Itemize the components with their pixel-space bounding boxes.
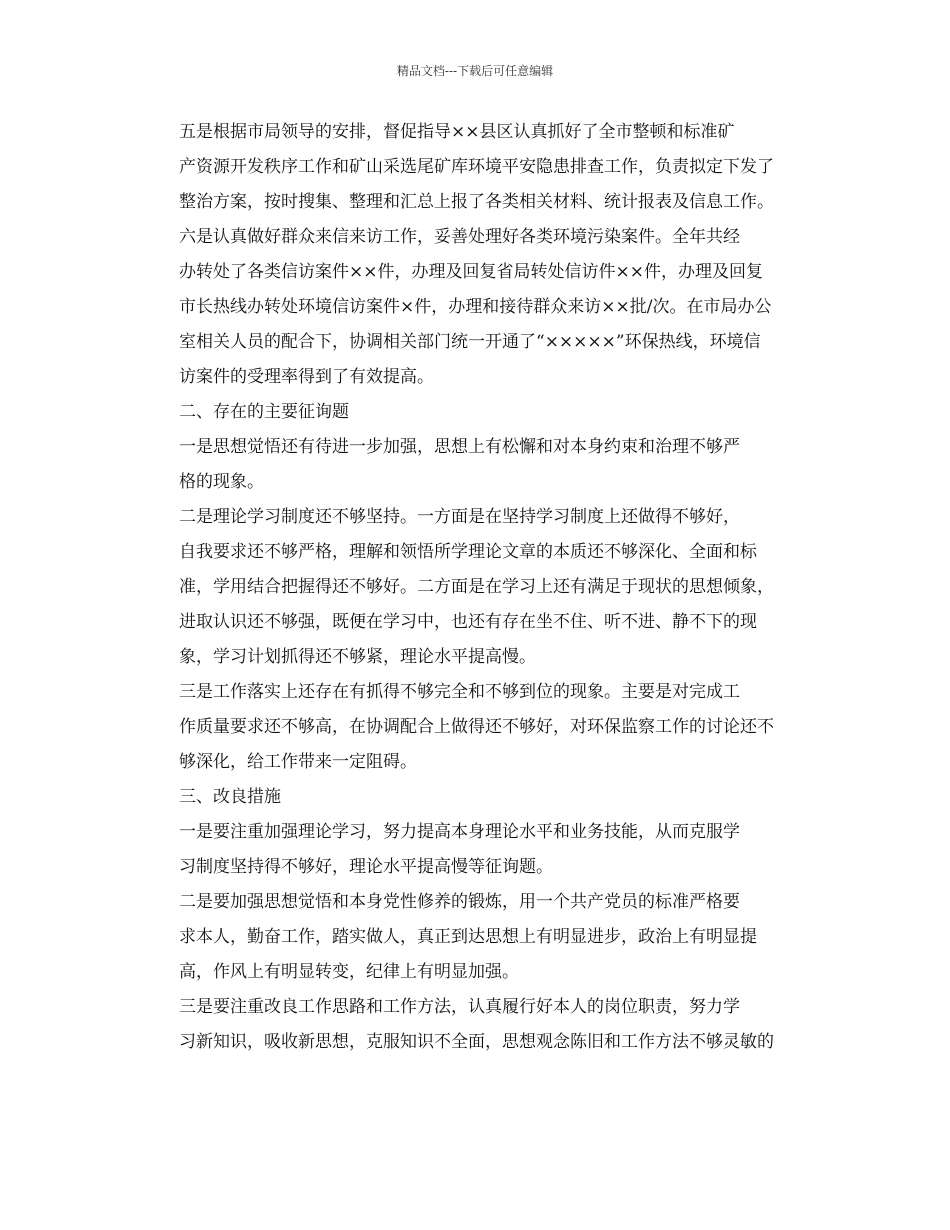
paragraph-problem-3 <box>145 675 815 780</box>
text-line: 习新知识，吸收新思想，克服知识不全面，思想观念陈旧和工作方法不够灵敏的 <box>179 1032 774 1052</box>
text-line: 一是要注重加强理论学习，努力提高本身理论水平和业务技能，从而克服学 <box>179 822 740 842</box>
text-line: 求本人，勤奋工作，踏实做人，真正到达思想上有明显进步，政治上有明显提 <box>179 927 757 947</box>
text-line: 六是认真做好群众来信来访工作，妥善处理好各类环境污染案件。全年共经 <box>179 227 740 247</box>
text-line: 习制度坚持得不够好，理论水平提高慢等征询题。 <box>179 857 553 877</box>
paragraph-petitions <box>145 220 815 395</box>
paragraph-measure-2 <box>145 885 815 990</box>
text-line: 访案件的受理率得到了有效提高。 <box>179 367 434 387</box>
text-line: 进取认识还不够强，既便在学习中，也还有存在坐不住、听不进、静不下的现 <box>179 612 757 632</box>
text-line: 二、存在的主要征询题 <box>179 402 349 422</box>
document-body <box>145 115 815 1060</box>
text-line: 象，学习计划抓得还不够紧，理论水平提高慢。 <box>179 647 536 667</box>
section-heading-problems <box>145 395 815 430</box>
text-line: 二是理论学习制度还不够坚持。一方面是在坚持学习制度上还做得不够好， <box>179 507 740 527</box>
text-line: 准，学用结合把握得还不够好。二方面是在学习上还有满足于现状的思想倾象， <box>179 577 774 597</box>
page-header: 精品文档---下载后可任意编辑 <box>396 64 554 78</box>
text-line: 五是根据市局领导的安排，督促指导××县区认真抓好了全市整顿和标准矿 <box>179 122 735 142</box>
text-line: 市长热线办转处环境信访案件×件，办理和接待群众来访××批/次。在市局办公 <box>179 297 772 317</box>
text-line: 自我要求还不够严格，理解和领悟所学理论文章的本质还不够深化、全面和标 <box>179 542 757 562</box>
paragraph-oversight <box>145 115 815 220</box>
text-line: 办转处了各类信访案件××件，办理及回复省局转处信访件××件，办理及回复 <box>179 262 763 282</box>
text-line: 三、改良措施 <box>179 787 281 807</box>
text-line: 整治方案，按时搜集、整理和汇总上报了各类相关材料、统计报表及信息工作。 <box>179 192 774 212</box>
text-line: 二是要加强思想觉悟和本身党性修养的锻炼，用一个共产党员的标准严格要 <box>179 892 740 912</box>
section-heading-measures <box>145 780 815 815</box>
text-line: 一是思想觉悟还有待进一步加强，思想上有松懈和对本身约束和治理不够严 <box>179 437 740 457</box>
text-line: 室相关人员的配合下，协调相关部门统一开通了“×××××”环保热线，环境信 <box>179 332 761 352</box>
paragraph-problem-1 <box>145 430 815 500</box>
paragraph-measure-3 <box>145 990 815 1060</box>
text-line: 三是工作落实上还存在有抓得不够完全和不够到位的现象。主要是对完成工 <box>179 682 740 702</box>
paragraph-problem-2 <box>145 500 815 675</box>
text-line: 产资源开发秩序工作和矿山采选尾矿库环境平安隐患排查工作，负责拟定下发了 <box>179 157 774 177</box>
text-line: 作质量要求还不够高，在协调配合上做得还不够好，对环保监察工作的讨论还不 <box>179 717 774 737</box>
paragraph-measure-1 <box>145 815 815 885</box>
text-line: 高，作风上有明显转变，纪律上有明显加强。 <box>179 962 519 982</box>
text-line: 够深化，给工作带来一定阻碍。 <box>179 752 417 772</box>
text-line: 格的现象。 <box>179 472 264 492</box>
text-line: 三是要注重改良工作思路和工作方法，认真履行好本人的岗位职责，努力学 <box>179 997 740 1017</box>
